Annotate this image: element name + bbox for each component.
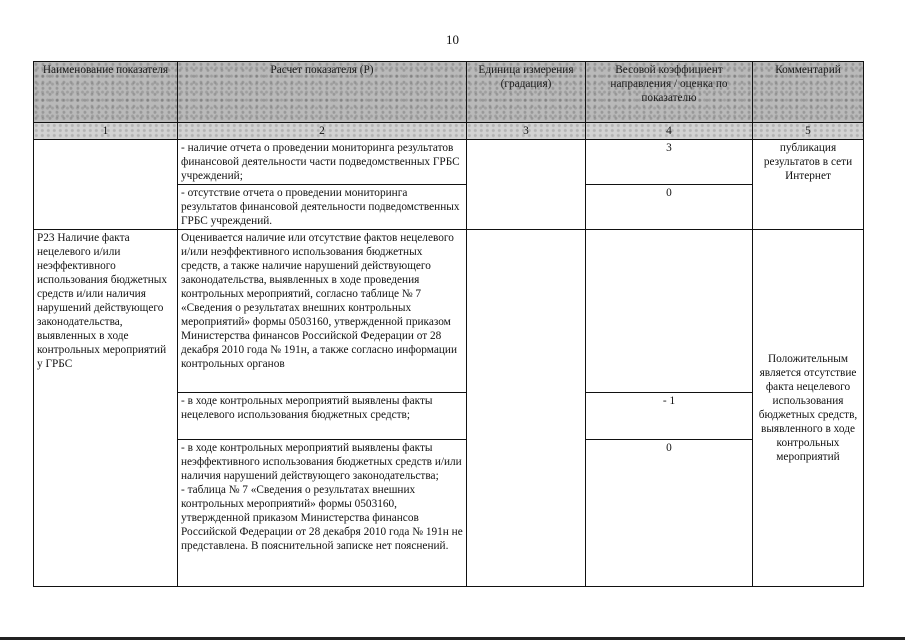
calculation-cell: - наличие отчета о проведении мониторинга результатов финансовой деятельности части подведомственных ГРБС учреждений;: [178, 140, 467, 185]
indicators-table: [33, 61, 864, 587]
indicator-cell-empty: [34, 140, 178, 230]
calculation-line: - таблица № 7 «Сведения о результатах внешних контрольных мероприятий» формы 0503160, утвержденной приказом Министерства финансов Российской Федерации от 28 декабря 2010 года № 191н не представлена. В пояснительной записке нет пояснений.: [181, 484, 463, 552]
header-unit: Единица измерения (градация): [467, 62, 586, 123]
score-cell: 0: [586, 440, 753, 587]
header-indicator-name: Наименование показателя: [34, 62, 178, 123]
header-weight-score: Весовой коэффициент направления / оценка по показателю: [586, 62, 753, 123]
table-row: [34, 230, 864, 393]
unit-cell: [467, 140, 586, 230]
calculation-line: - в ходе контрольных мероприятий выявлены факты неэффективного использования бюджетных средств и/или наличия нарушений действующего законодательства;: [181, 442, 462, 482]
column-number: 4: [586, 123, 753, 140]
column-number: 1: [34, 123, 178, 140]
indicator-p23: Р23 Наличие факта нецелевого и/или неэффективного использования бюджетных средств и/или наличия нарушений действующего законодательства, выявленных в ходе контрольных мероприятий у ГРБС: [34, 230, 178, 587]
unit-cell: [467, 230, 586, 587]
header-row: [34, 62, 864, 123]
page-number: 10: [446, 32, 459, 47]
column-number-row: [34, 123, 864, 140]
column-number: 2: [178, 123, 467, 140]
score-cell: - 1: [586, 393, 753, 440]
comment-cell: публикация результатов в сети Интернет: [753, 140, 864, 230]
calculation-cell: - отсутствие отчета о проведении мониторинга результатов финансовой деятельности подведомственных ГРБС учреждений.: [178, 185, 467, 230]
header-comment: Комментарий: [753, 62, 864, 123]
score-cell: [586, 230, 753, 393]
comment-p23: Положительным является отсутствие факта нецелевого использования бюджетных средств, выявленного в ходе контрольных мероприятий: [753, 230, 864, 587]
column-number: 5: [753, 123, 864, 140]
calculation-cell: [178, 440, 467, 587]
calculation-cell: - в ходе контрольных мероприятий выявлены факты нецелевого использования бюджетных средств;: [178, 393, 467, 440]
score-cell: 3: [586, 140, 753, 185]
score-cell: 0: [586, 185, 753, 230]
column-number: 3: [467, 123, 586, 140]
header-calculation: Расчет показателя (Р): [178, 62, 467, 123]
table-row: [34, 140, 864, 185]
calculation-cell: Оценивается наличие или отсутствие фактов нецелевого и/или неэффективного использования бюджетных средств, а также наличие нарушений действующего законодательства, выявленных в ходе проведения контрольных мероприятий, согласно таблице № 7 «Сведения о результатах внешних контрольных мероприятий» формы 0503160, утвержденной приказом Министерства финансов Российской Федерации от 28 декабря 2010 года № 191н, а также согласно информации контрольных органов: [178, 230, 467, 393]
